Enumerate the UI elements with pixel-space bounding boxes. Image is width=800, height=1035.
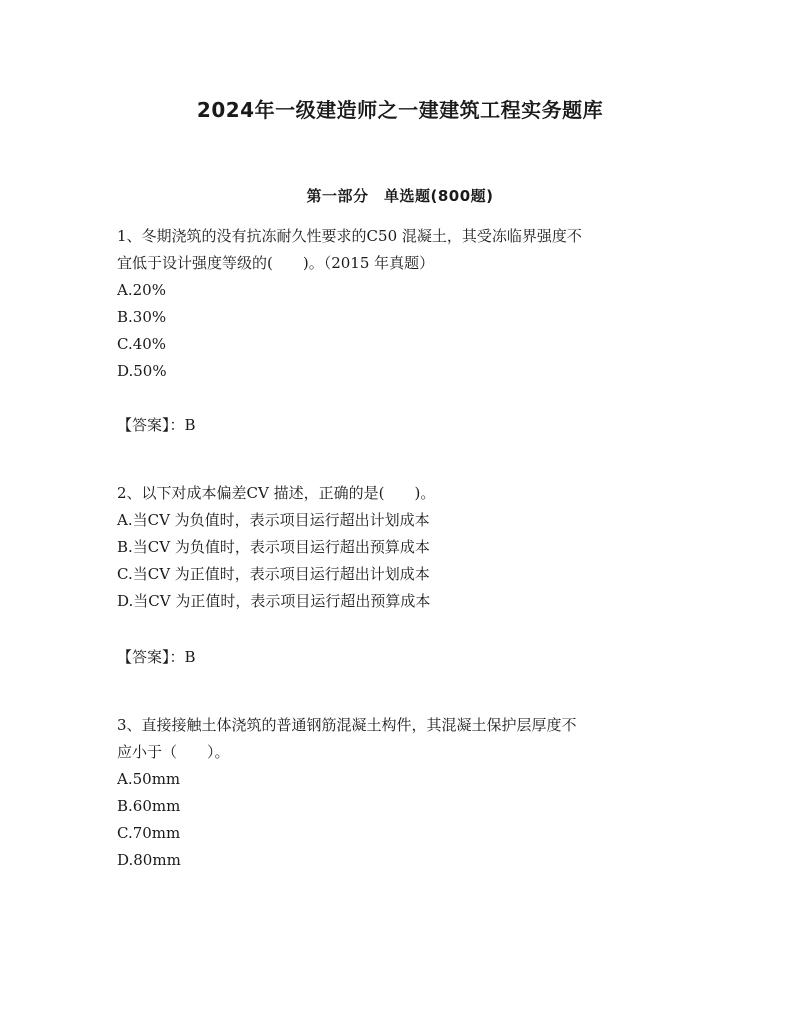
document-title: 2024年一级建造师之一建建筑工程实务题库 (196, 98, 604, 122)
answer-value: B (184, 648, 196, 666)
question-1-option-a: A.20% (117, 281, 166, 299)
question-3-option-b: B.60mm (117, 797, 181, 815)
question-2-stem-line-1: 2、以下对成本偏差CV 描述，正确的是( )。 (117, 484, 436, 502)
question-3-option-c: C.70mm (117, 824, 181, 842)
answer-separator: ： (169, 416, 185, 434)
question-1-option-d: D.50% (117, 362, 167, 380)
question-1-stem-line-2: 宜低于设计强度等级的( )。（2015 年真题） (117, 254, 435, 272)
question-1-stem-line-1: 1、冬期浇筑的没有抗冻耐久性要求的C50 混凝土，其受冻临界强度不 (117, 227, 582, 245)
question-1-option-c: C.40% (117, 335, 167, 353)
question-3-option-d: D.80mm (117, 851, 181, 869)
question-3-stem-line-2: 应小于（ ）。 (117, 743, 230, 761)
question-1 (117, 223, 687, 385)
question-2-answer (117, 644, 196, 671)
answer-separator: ： (169, 648, 185, 666)
answer-label: 【答案】 (117, 416, 170, 434)
question-2-option-b: B.当CV 为负值时，表示项目运行超出预算成本 (117, 538, 430, 556)
question-2-option-c: C.当CV 为正值时，表示项目运行超出计划成本 (117, 565, 430, 583)
question-1-option-b: B.30% (117, 308, 167, 326)
question-2 (117, 480, 687, 615)
question-2-option-d: D.当CV 为正值时，表示项目运行超出预算成本 (117, 592, 431, 610)
answer-value: B (184, 416, 196, 434)
question-3-option-a: A.50mm (117, 770, 181, 788)
question-2-option-a: A.当CV 为负值时，表示项目运行超出计划成本 (117, 511, 430, 529)
question-1-answer (117, 412, 196, 439)
section-title: 第一部分 单选题(800题) (306, 187, 494, 205)
question-3-stem-line-1: 3、直接接触土体浇筑的普通钢筋混凝土构件，其混凝土保护层厚度不 (117, 716, 577, 734)
question-3 (117, 712, 687, 874)
answer-label: 【答案】 (117, 648, 170, 666)
